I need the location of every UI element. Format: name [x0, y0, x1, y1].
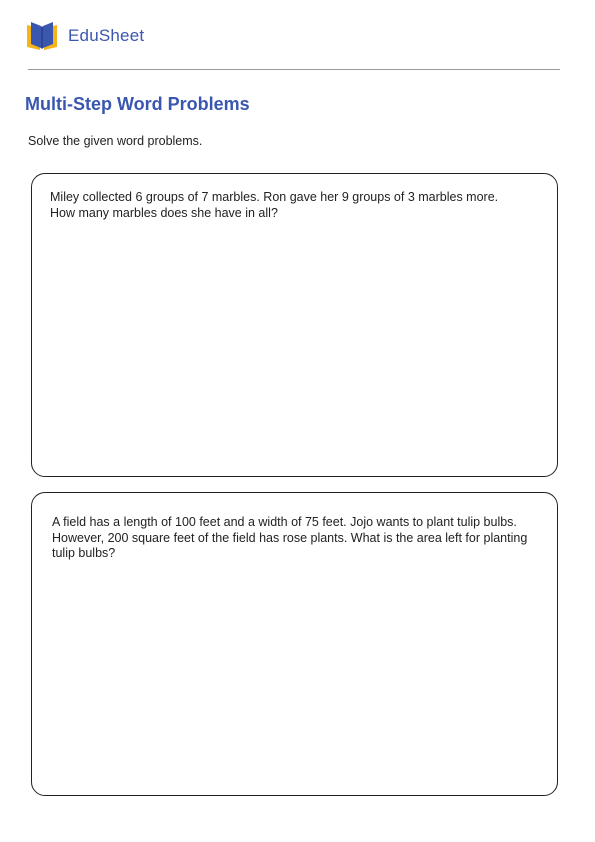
- problem-box: [31, 173, 558, 477]
- brand-header: [26, 20, 144, 52]
- problem-text: Miley collected 6 groups of 7 marbles. Ron gave her 9 groups of 3 marbles more. How many marbles does she have in all?: [50, 190, 499, 220]
- problem-text: A field has a length of 100 feet and a width of 75 feet. Jojo wants to plant tulip bulbs. However, 200 square feet of the field has rose plants. What is the area left for planting tulip bulbs?: [52, 515, 528, 560]
- header-divider: [28, 69, 560, 70]
- book-logo-icon: [26, 21, 58, 51]
- page-title: Multi-Step Word Problems: [25, 94, 250, 114]
- problem-box: [31, 492, 558, 796]
- instructions: Solve the given word problems.: [28, 134, 203, 148]
- brand-name: EduSheet: [68, 26, 145, 45]
